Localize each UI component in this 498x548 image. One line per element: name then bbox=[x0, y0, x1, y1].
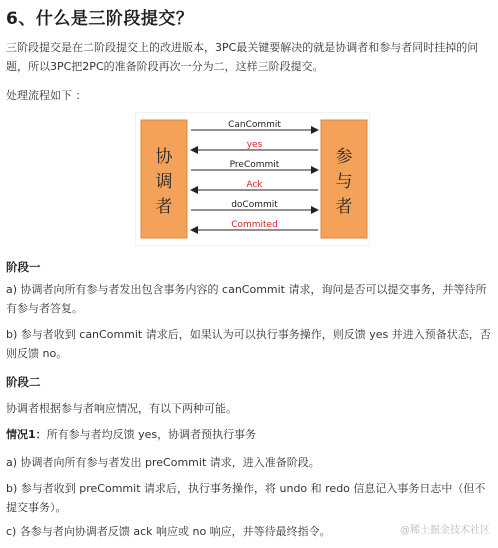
case1-text: 所有参与者均反馈 yes，协调者预执行事务 bbox=[46, 428, 257, 441]
intro-paragraph: 三阶段提交是在二阶段提交上的改进版本，3PC最关键要解决的就是协调者和参与者同时挂掉的问题，所以3PC把2PC的准备阶段再次一分为二，这样三阶段提交。 bbox=[6, 41, 479, 73]
case1-label: 情况1： bbox=[6, 428, 47, 441]
phase2-step-b: b) 参与者收到 preCommit 请求后，执行事务操作，将 undo 和 redo 信息记入事务日志中（但不提交事务）。 bbox=[6, 482, 486, 514]
watermark: @稀土掘金技术社区 bbox=[400, 525, 490, 536]
arrow-label-precommit: PreCommit bbox=[229, 160, 280, 170]
section-title: 6、什么是三阶段提交？ bbox=[6, 9, 194, 29]
phase1-step-b: b) 参与者收到 canCommit 请求后，如果认为可以执行事务操作，则反馈 yes 并进入预备状态，否则反馈 no。 bbox=[6, 328, 491, 360]
arrow-label-cancommit: CanCommit bbox=[228, 120, 281, 130]
phase2-case1 bbox=[6, 425, 492, 444]
participant-char-2: 与 bbox=[335, 172, 353, 192]
phase2-step-c: c) 各参与者向协调者反馈 ack 响应或 no 响应，并等待最终指令。 bbox=[6, 525, 331, 538]
arrow-label-ack: Ack bbox=[246, 180, 263, 190]
phase1-step-a: a) 协调者向所有参与者发出包含事务内容的 canCommit 请求，询问是否可以提交事务，并等待所有参与者答复。 bbox=[6, 283, 487, 315]
participant-char-1: 参 bbox=[335, 147, 353, 167]
arrow-label-commited: Commited bbox=[231, 220, 278, 230]
flow-label: 处理流程如下 ： bbox=[6, 89, 87, 102]
arrow-label-yes: yes bbox=[246, 140, 263, 150]
three-phase-commit-diagram bbox=[135, 112, 370, 246]
coordinator-char-2: 调 bbox=[155, 172, 173, 192]
coordinator-char-1: 协 bbox=[155, 147, 173, 167]
participant-char-3: 者 bbox=[335, 197, 353, 217]
phase2-heading: 阶段二 bbox=[6, 375, 41, 389]
coordinator-char-3: 者 bbox=[155, 197, 173, 217]
phase1-heading: 阶段一 bbox=[6, 260, 41, 274]
phase2-intro: 协调者根据参与者响应情况，有以下两种可能。 bbox=[6, 402, 237, 415]
arrow-label-docommit: doCommit bbox=[231, 200, 278, 210]
phase2-step-a: a) 协调者向所有参与者发出 preCommit 请求，进入准备阶段。 bbox=[6, 456, 320, 469]
